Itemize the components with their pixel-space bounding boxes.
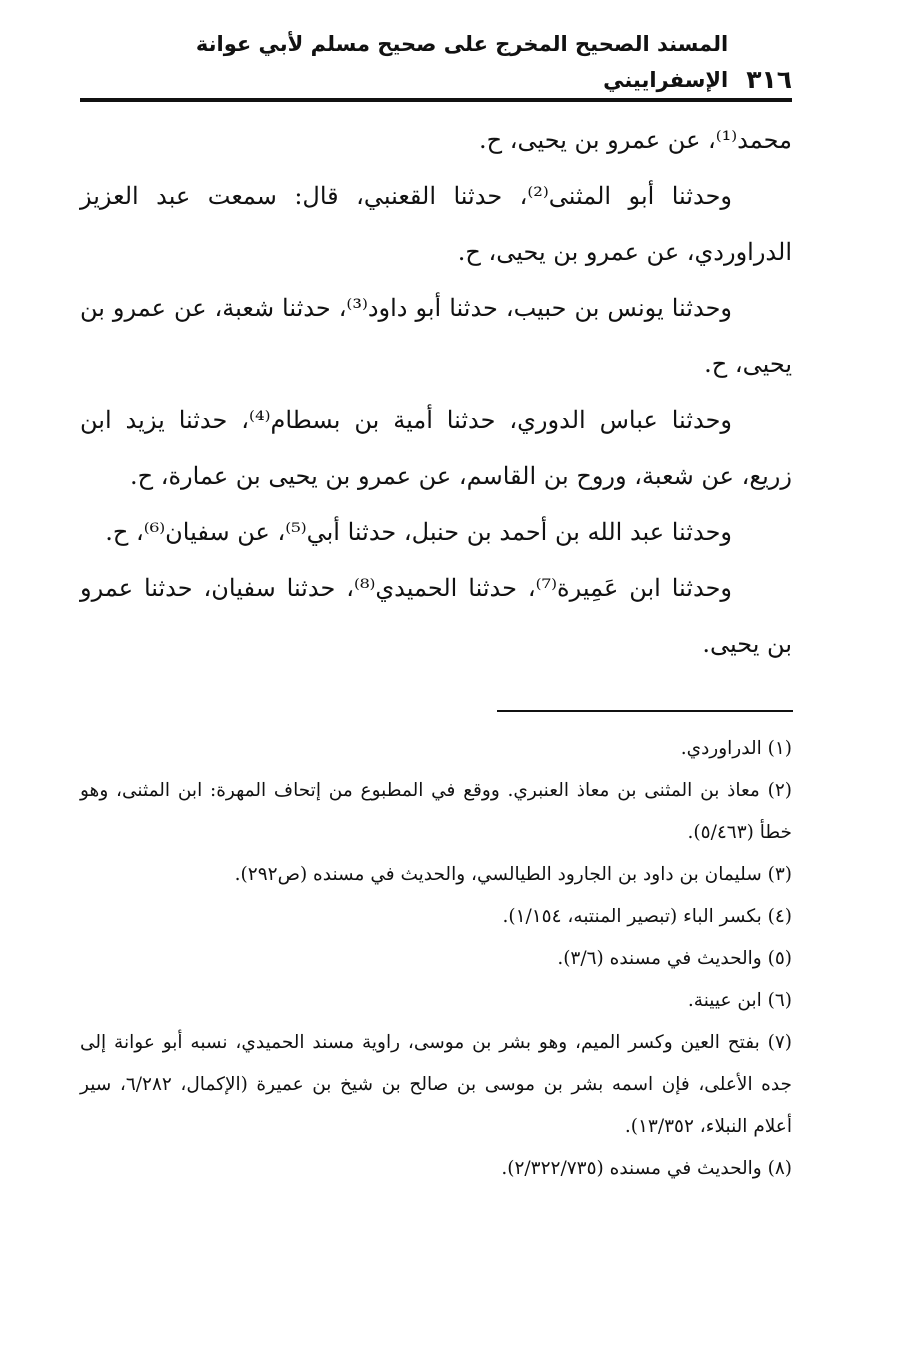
running-title: المسند الصحيح المخرج على صحيح مسلم لأبي عوانة الإسفراييني: [195, 32, 729, 92]
paragraph: وحدثنا عباس الدوري، حدثنا أمية بن بسطام⁽⁴⁾، حدثنا يزيد ابن زريع، عن شعبة، وروح بن القاسم، عن عمرو بن يحيى بن عمارة، ح.: [80, 406, 792, 490]
paragraph: وحدثنا ابن عَمِيرة⁽⁷⁾، حدثنا الحميدي⁽⁸⁾، حدثنا سفيان، حدثنا عمرو بن يحيى.: [80, 574, 792, 658]
header-rule: [80, 98, 792, 102]
paragraph: وحدثنا عبد الله بن أحمد بن حنبل، حدثنا أبي⁽⁵⁾، عن سفيان⁽⁶⁾، ح.: [105, 518, 732, 546]
footnote-separator: [497, 710, 793, 712]
footnote: (٤) بكسر الباء (تبصير المنتبه، ١/١٥٤).: [502, 906, 792, 927]
paragraph: وحدثنا يونس بن حبيب، حدثنا أبو داود⁽³⁾، حدثنا شعبة، عن عمرو بن يحيى، ح.: [80, 294, 792, 378]
main-text: [80, 112, 792, 672]
page-header: [80, 32, 792, 98]
footnotes: [80, 728, 792, 1190]
footnote: (١) الدراوردي.: [680, 738, 792, 759]
footnote: (٥) والحديث في مسنده (٣/٦).: [557, 948, 792, 969]
footnote: (٨) والحديث في مسنده (٢/٣٢٢/٧٣٥).: [501, 1158, 792, 1179]
paragraph: وحدثنا أبو المثنى⁽²⁾، حدثنا القعنبي، قال: سمعت عبد العزيز الدراوردي، عن عمرو بن يحيى، ح.: [80, 182, 792, 266]
footnote: (٦) ابن عيينة.: [687, 990, 792, 1011]
footnote: (٢) معاذ بن المثنى بن معاذ العنبري. ووقع في المطبوع من إتحاف المهرة: ابن المثنى، وهو خطأ (٥/٤٦٣).: [80, 780, 792, 843]
footnote: (٧) بفتح العين وكسر الميم، وهو بشر بن موسى، راوية مسند الحميدي، نسبه أبو عوانة إلى جده الأعلى، فإن اسمه بشر بن موسى بن صالح بن شيخ بن عميرة (الإكمال، ٦/٢٨٢، سير أعلام النبلاء، ١٣/٣٥٢).: [80, 1032, 792, 1137]
footnote: (٣) سليمان بن داود بن الجارود الطيالسي، والحديث في مسنده (ص٢٩٢).: [234, 864, 792, 885]
paragraph: محمد⁽¹⁾، عن عمرو بن يحيى، ح.: [479, 126, 792, 154]
page-number: ٣١٦: [746, 65, 792, 94]
